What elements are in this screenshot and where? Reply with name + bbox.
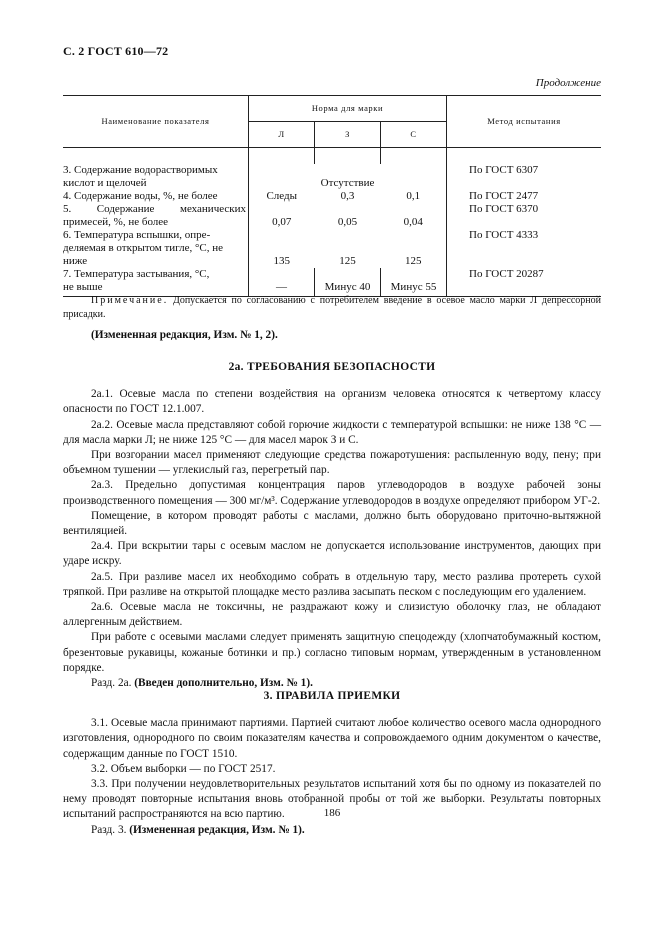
paragraph: При работе с осевыми маслами следует применять защитную спецодежду (хлопчатобумажный костюм, брезентовые рукавицы, кожаные ботинки и пр.) согласно типовым нормам, утвержденным в установленном порядке. [63,631,601,674]
table-row [63,190,601,203]
section-title: 2а. ТРЕБОВАНИЯ БЕЗОПАСНОСТИ [228,361,436,373]
row-method: По ГОСТ 6307 [447,164,602,177]
note-paragraph: Примечание. Допускается по согласованию с потребителем введение в осевое масло марки Л депрессорной присадки. [63,295,601,320]
table-row [63,177,601,190]
row-name: деляемая в открытом тигле, °С, не [63,242,224,254]
specs-table [63,95,601,297]
row-name: 7. Температура застывания, °С, [63,268,210,280]
grade-header-z: З [315,122,381,148]
row-method: По ГОСТ 2477 [447,190,602,203]
table-row [63,164,601,177]
row-value-z: 0,3 [340,190,355,202]
table-row [63,229,601,242]
row-value-l: 0,07 [249,216,315,229]
column-header-method: Метод испытания [447,96,602,148]
document-page [63,0,601,936]
row-name: 3. Содержание водорастворимых [63,164,218,176]
column-header-name: Наименование показателя [63,96,249,148]
table-row [63,255,601,268]
row-name: не выше [63,281,103,293]
paragraph: 2а.6. Осевые масла не токсичны, не раздражают кожу и слизистую оболочку глаз, не обладают аллергенным действием. [63,601,601,629]
row-name: 6. Температура вспышки, опре- [63,229,211,241]
table-row [63,216,601,229]
section-2a [63,360,601,691]
paragraph: 2а.1. Осевые масла по степени воздействия на организм человека относятся к четвертому классу опасности по ГОСТ 12.1.007. [63,388,601,416]
row-value-s: Минус 55 [381,281,447,296]
grade-header-l: Л [249,122,315,148]
section-intro-note: Разд. 2а. (Введен дополнительно, Изм. № 1). [91,677,313,690]
row-value-z: 0,05 [337,216,358,228]
page-header: С. 2 ГОСТ 610—72 [63,44,169,58]
paragraph: При возгорании масел применяют следующие средства пожаротушения: распыленную воду, пену; при объемном тушении — углекислый газ, перегретый пар. [63,449,601,477]
column-header-norm: Норма для марки [249,96,447,122]
section-edit-note: Разд. 3. (Измененная редакция, Изм. № 1). [91,823,305,836]
table-row [63,268,601,281]
row-value-z: Минус 40 [315,281,381,296]
row-name: 5. Содержание механических [63,203,246,215]
row-name: ниже [63,255,88,267]
grade-header-s: С [381,122,447,148]
row-value-s: 0,1 [406,190,421,202]
row-method: По ГОСТ 20287 [447,268,602,281]
paragraph: 2а.3. Предельно допустимая концентрация паров углеводородов в воздухе рабочей зоны производственного помещения — 300 мг/м³. Содержание углеводородов в воздухе определяют прибором УГ-2. [63,479,601,507]
page-number: 186 [323,807,341,819]
table-note [63,294,601,321]
row-value: Отсутствие [249,177,447,190]
table-row [63,242,601,255]
row-method: По ГОСТ 4333 [447,229,602,242]
row-name: примесей, %, не более [63,216,169,228]
paragraph: 2а.4. При вскрытии тары с осевым маслом не допускается использование инструментов, дающих при ударе искру. [63,540,601,568]
row-value-l: — [249,281,315,296]
row-value-z: 125 [339,255,356,267]
table-row [63,203,601,216]
row-value-s: 0,04 [403,216,423,228]
row-value-l: Следы [249,190,315,203]
section-title: 3. ПРАВИЛА ПРИЕМКИ [263,690,401,702]
row-value-l: 135 [249,255,315,268]
row-method: По ГОСТ 6370 [447,203,602,216]
paragraph: 2а.2. Осевые масла представляют собой горючие жидкости с температурой вспышки: не ниже 138 °С — для масла марки Л; не ниже 125 °С — для масел марок З и С. [63,418,601,446]
paragraph: Помещение, в котором проводят работы с маслами, должно быть оборудовано приточно-вытяжной вентиляцией. [63,509,601,538]
paragraph: 3.2. Объем выборки — по ГОСТ 2517. [91,762,276,775]
row-name: 4. Содержание воды, %, не более [63,190,218,202]
row-name: кислот и щелочей [63,177,147,189]
row-value-s: 125 [405,255,422,267]
paragraph: 3.3. При получении неудовлетворительных результатов испытаний хотя бы по одному из показателей по нему проводят повторные испытания вновь отобранной пробы от той же выборки. Результаты повторных испытаний распространяются на всю партию. [63,778,601,821]
continuation-label: Продолжение [535,77,601,89]
paragraph: 2а.5. При разливе масел их необходимо собрать в отдельную тару, место разлива протереть сухой тряпкой. При разливе на открытой площадке место разлива засыпать песком с последующим его удалением. [63,570,601,598]
edition-note: (Измененная редакция, Изм. № 1, 2). [91,329,278,341]
paragraph: 3.1. Осевые масла принимают партиями. Партией считают любое количество осевого масла однородного изготовления, однородного по своим показателям качества и сопровождаемого одним документом о качестве, содержащим данные по ГОСТ 1510. [63,717,601,760]
